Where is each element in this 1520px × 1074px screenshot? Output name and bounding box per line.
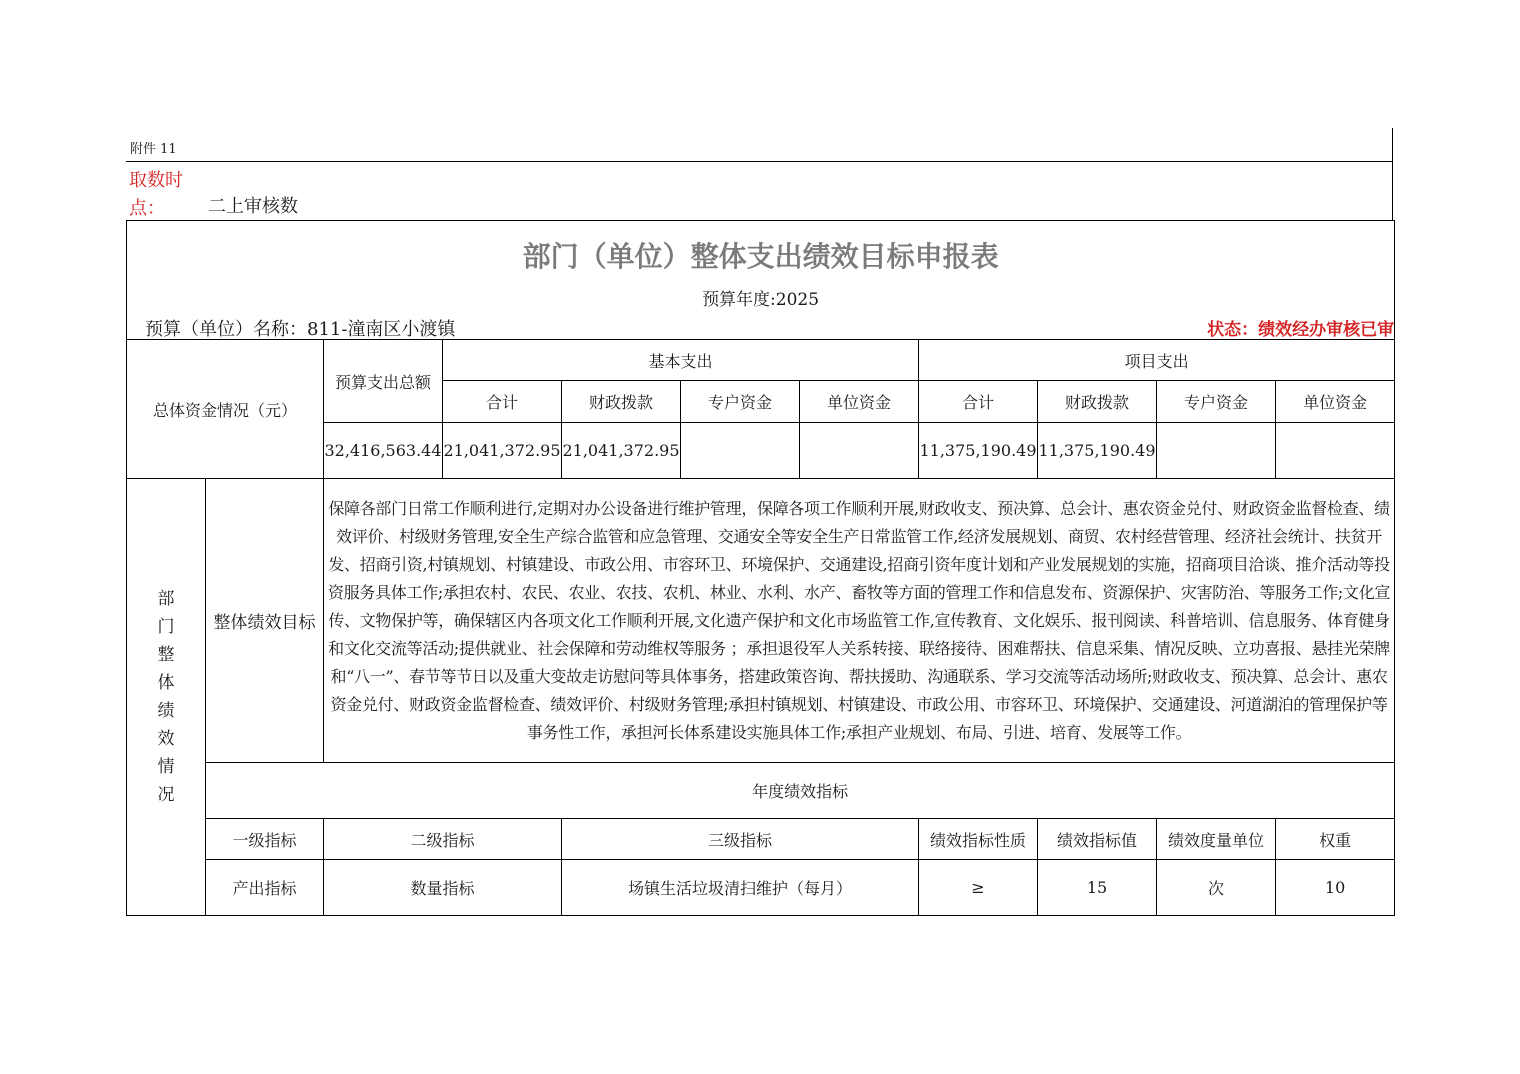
performance-section-label: 部 门 整 体 绩 效 情 况 [127, 479, 206, 916]
goal-row [127, 479, 1395, 763]
indicator-unit: 次 [1157, 860, 1276, 916]
fetch-point-value: 二上审核数 [208, 196, 298, 217]
sub-header: 专户资金 [681, 381, 800, 423]
project-total: 11,375,190.49 [919, 423, 1038, 479]
performance-form-table [126, 220, 1395, 916]
project-unit [1276, 423, 1395, 479]
indicator-value: 15 [1038, 860, 1157, 916]
attachment-divider [126, 161, 1393, 162]
indicator-level1: 产出指标 [206, 860, 324, 916]
basic-total: 21,041,372.95 [443, 423, 562, 479]
form-header [127, 221, 1395, 340]
sub-header: 财政拨款 [1038, 381, 1157, 423]
sub-header: 合计 [443, 381, 562, 423]
annual-indicators-header: 年度绩效指标 [206, 763, 1395, 819]
indicator-level3: 场镇生活垃圾清扫维护（每月） [562, 860, 919, 916]
basic-unit [800, 423, 919, 479]
attachment-label: 附件 11 [130, 142, 177, 157]
annual-header-row [127, 763, 1395, 819]
goal-text: 保障各部门日常工作顺利进行,定期对办公设备进行维护管理，保障各项工作顺利开展,财政收支、预决算、总会计、惠农资金兑付、财政资金监督检查、绩效评价、村级财务管理,安全生产综合监管和应急管理、交通安全等安全生产日常监管工作,经济发展规划、商贸、农村经营管理、经济社会统计、扶贫开发、招商引资,村镇规划、村镇建设、市政公用、市容环卫、环境保护、交通建设,招商引资年度计划和产业发展规划的实施，招商项目洽谈、推介活动等投资服务具体工作;承担农村、农民、农业、农技、农机、林业、水利、水产、畜牧等方面的管理工作和信息发布、资源保护、灾害防治、等服务工作;文化宣传、文物保护等，确保辖区内各项文化工作顺利开展,文化遗产保护和文化市场监管工作,宣传教育、文化娱乐、报刊阅读、科普培训、信息服务、体育健身和文化交流等活动;提供就业、社会保障和劳动维权等服务 ；承担退役军人关系转接、联络接待、困难帮扶、信息采集、情况反映、立功喜报、悬挂光荣牌和“八一”、春节等节日以及重大变故走访慰问等具体事务，搭建政策咨询、帮扶援助、沟通联系、学习交流等活动场所;财政收支、预决算、总会计、惠农资金兑付、财政资金监督检查、绩效评价、村级财务管理;承担村镇规划、村镇建设、市政公用、市容环卫、环境保护、交通建设、河道湖泊的管理保护等事务性工作，承担河长体系建设实施具体工作;承担产业规划、布局、引进、培育、发展等工作。 [324, 479, 1395, 763]
total-header: 预算支出总额 [324, 340, 443, 423]
project-special [1157, 423, 1276, 479]
basic-expense-header: 基本支出 [443, 340, 919, 381]
indicator-header: 三级指标 [562, 819, 919, 860]
indicator-header: 绩效度量单位 [1157, 819, 1276, 860]
funds-header-row [127, 340, 1395, 381]
fetch-point-label: 取数时点： [129, 170, 183, 219]
table-row [127, 860, 1395, 916]
sub-header: 单位资金 [800, 381, 919, 423]
project-fiscal: 11,375,190.49 [1038, 423, 1157, 479]
indicator-nature: ≥ [919, 860, 1038, 916]
top-right-rule [1392, 128, 1393, 221]
goal-label: 整体绩效目标 [206, 479, 324, 763]
basic-fiscal: 21,041,372.95 [562, 423, 681, 479]
indicator-header: 绩效指标值 [1038, 819, 1157, 860]
indicator-header: 绩效指标性质 [919, 819, 1038, 860]
indicator-header-row [127, 819, 1395, 860]
total-amount: 32,416,563.44 [324, 423, 443, 479]
status-text: 状态：绩效经办审核已审 [1207, 320, 1395, 340]
unit-name: 预算（单位）名称：811-潼南区小渡镇 [145, 319, 456, 340]
indicator-header: 一级指标 [206, 819, 324, 860]
sub-header: 财政拨款 [562, 381, 681, 423]
indicator-header: 权重 [1276, 819, 1395, 860]
budget-year: 预算年度:2025 [702, 290, 820, 310]
form-title: 部门（单位）整体支出绩效目标申报表 [522, 240, 999, 273]
form-header-row [127, 221, 1395, 340]
basic-special [681, 423, 800, 479]
sub-header: 单位资金 [1276, 381, 1395, 423]
sub-header: 专户资金 [1157, 381, 1276, 423]
funds-row-label: 总体资金情况（元） [127, 340, 324, 479]
indicator-level2: 数量指标 [324, 860, 562, 916]
indicator-weight: 10 [1276, 860, 1395, 916]
indicator-header: 二级指标 [324, 819, 562, 860]
project-expense-header: 项目支出 [919, 340, 1395, 381]
sub-header: 合计 [919, 381, 1038, 423]
